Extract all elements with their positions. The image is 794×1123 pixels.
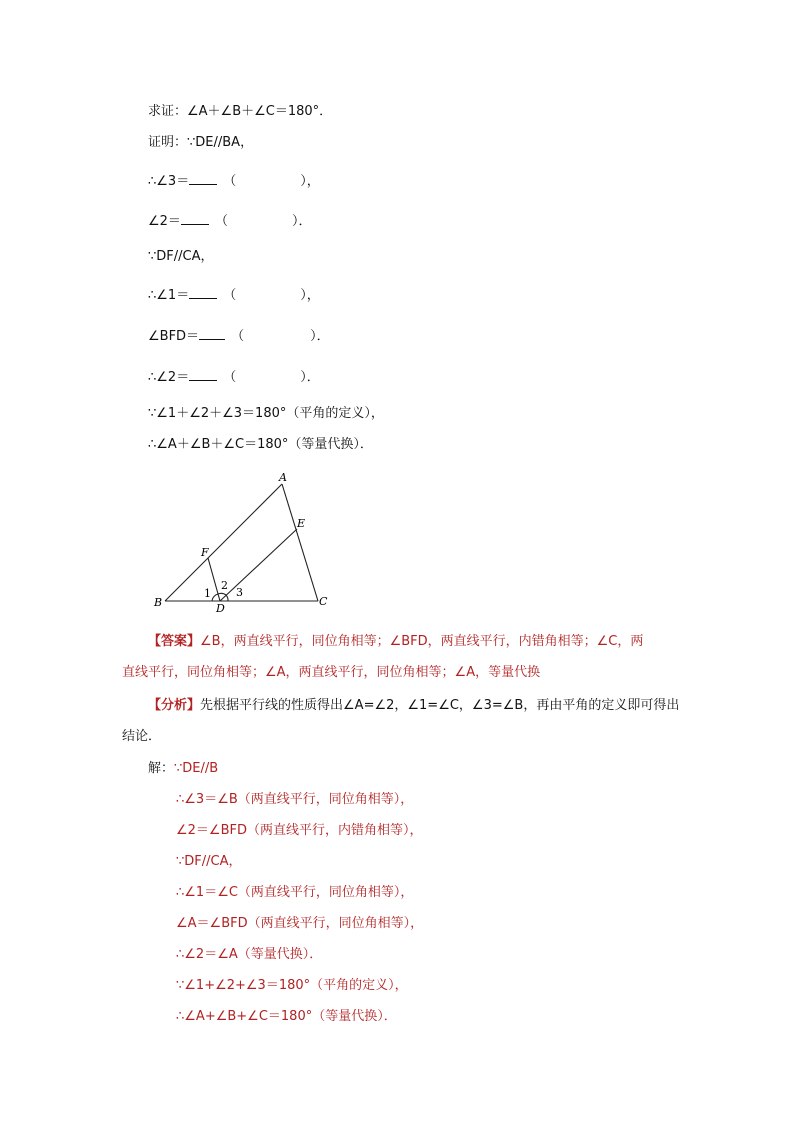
label-E: E	[297, 517, 306, 530]
prove-statement: 求证：∠A＋∠B＋∠C＝180°．	[148, 104, 333, 119]
triangle-figure	[140, 465, 350, 615]
proof-step-6	[148, 368, 320, 387]
solution-step-7: ∵∠1+∠2+∠3＝180°（平角的定义），	[176, 978, 408, 993]
analysis-line-1	[148, 697, 679, 715]
label-D: D	[216, 602, 225, 615]
step6-prefix: ∴∠2＝	[148, 370, 190, 385]
answer-blank-3[interactable]	[189, 286, 217, 299]
analysis-tag: 【分析】	[148, 698, 201, 713]
angle-label-3: 3	[236, 586, 243, 599]
segment-DE	[220, 529, 297, 601]
proof-step-7: ∵∠1＋∠2＋∠3＝180°（平角的定义），	[148, 406, 384, 421]
angle-arc-3	[226, 595, 228, 601]
proof-step-8: ∴∠A＋∠B＋∠C＝180°（等量代换）．	[148, 437, 373, 452]
solution-step-8: ∴∠A+∠B+∠C＝180°（等量代换）．	[176, 1009, 397, 1024]
step5-prefix: ∠BFD＝	[148, 329, 200, 344]
solution-step-5: ∠A＝∠BFD（两直线平行，同位角相等），	[176, 916, 424, 931]
step1-prefix: ∴∠3＝	[148, 174, 190, 189]
label-B: B	[154, 596, 163, 609]
label-F: F	[201, 546, 209, 559]
solution-given: ∵DE//B	[174, 761, 219, 776]
proof-step-3: ∵DF//CA，	[148, 249, 214, 264]
solution-step-6: ∴∠2＝∠A（等量代换）．	[176, 947, 323, 962]
answer-line-2: 直线平行，同位角相等；∠A，两直线平行，同位角相等；∠A，等量代换	[122, 665, 541, 680]
step4-paren-close: ），	[300, 288, 320, 303]
analysis-text-1: 先根据平行线的性质得出∠A=∠2，∠1=∠C，∠3=∠B，再由平角的定义即可得出	[200, 698, 680, 713]
step2-paren-open: （	[214, 214, 228, 229]
answer-text-1: ∠B，两直线平行，同位角相等；∠BFD，两直线平行，内错角相等；∠C，两	[200, 634, 644, 649]
step1-paren-close: ），	[300, 174, 320, 189]
step5-paren-close: ）．	[310, 329, 330, 344]
answer-blank-2[interactable]	[181, 212, 209, 225]
angle-arc-1	[212, 594, 218, 601]
label-C: C	[319, 595, 328, 608]
proof-start: 证明：∵DE//BA，	[148, 135, 254, 150]
angle-label-1: 1	[204, 587, 211, 600]
step1-paren-open: （	[223, 174, 237, 189]
solution-label: 解：	[148, 761, 175, 776]
step5-paren-open: （	[231, 329, 245, 344]
segment-AC	[282, 484, 318, 601]
proof-step-1	[148, 172, 320, 191]
step6-paren-open: （	[223, 370, 237, 385]
proof-step-4	[148, 286, 320, 305]
step2-prefix: ∠2＝	[148, 214, 181, 229]
answer-blank-5[interactable]	[189, 368, 217, 381]
step6-paren-close: ）．	[300, 370, 320, 385]
answer-blank-4[interactable]	[199, 327, 225, 340]
step4-paren-open: （	[223, 288, 237, 303]
analysis-line-2: 结论．	[122, 729, 162, 744]
solution-step-4: ∴∠1＝∠C（两直线平行，同位角相等），	[176, 885, 414, 900]
solution-step-2: ∠2＝∠BFD（两直线平行，内错角相等），	[176, 823, 423, 838]
step4-prefix: ∴∠1＝	[148, 288, 190, 303]
step2-paren-close: ）．	[291, 214, 312, 229]
answer-blank-1[interactable]	[189, 172, 217, 185]
proof-step-2	[148, 212, 311, 231]
proof-step-5	[148, 327, 330, 346]
solution-step-1: ∴∠3＝∠B（两直线平行，同位角相等），	[176, 792, 414, 807]
answer-line-1	[148, 633, 643, 651]
label-A: A	[279, 471, 287, 484]
solution-header	[148, 760, 218, 778]
answer-tag: 【答案】	[148, 634, 201, 649]
angle-label-2: 2	[221, 579, 228, 592]
angle-arc-2	[218, 593, 226, 595]
solution-step-3: ∵DF//CA，	[176, 854, 242, 869]
